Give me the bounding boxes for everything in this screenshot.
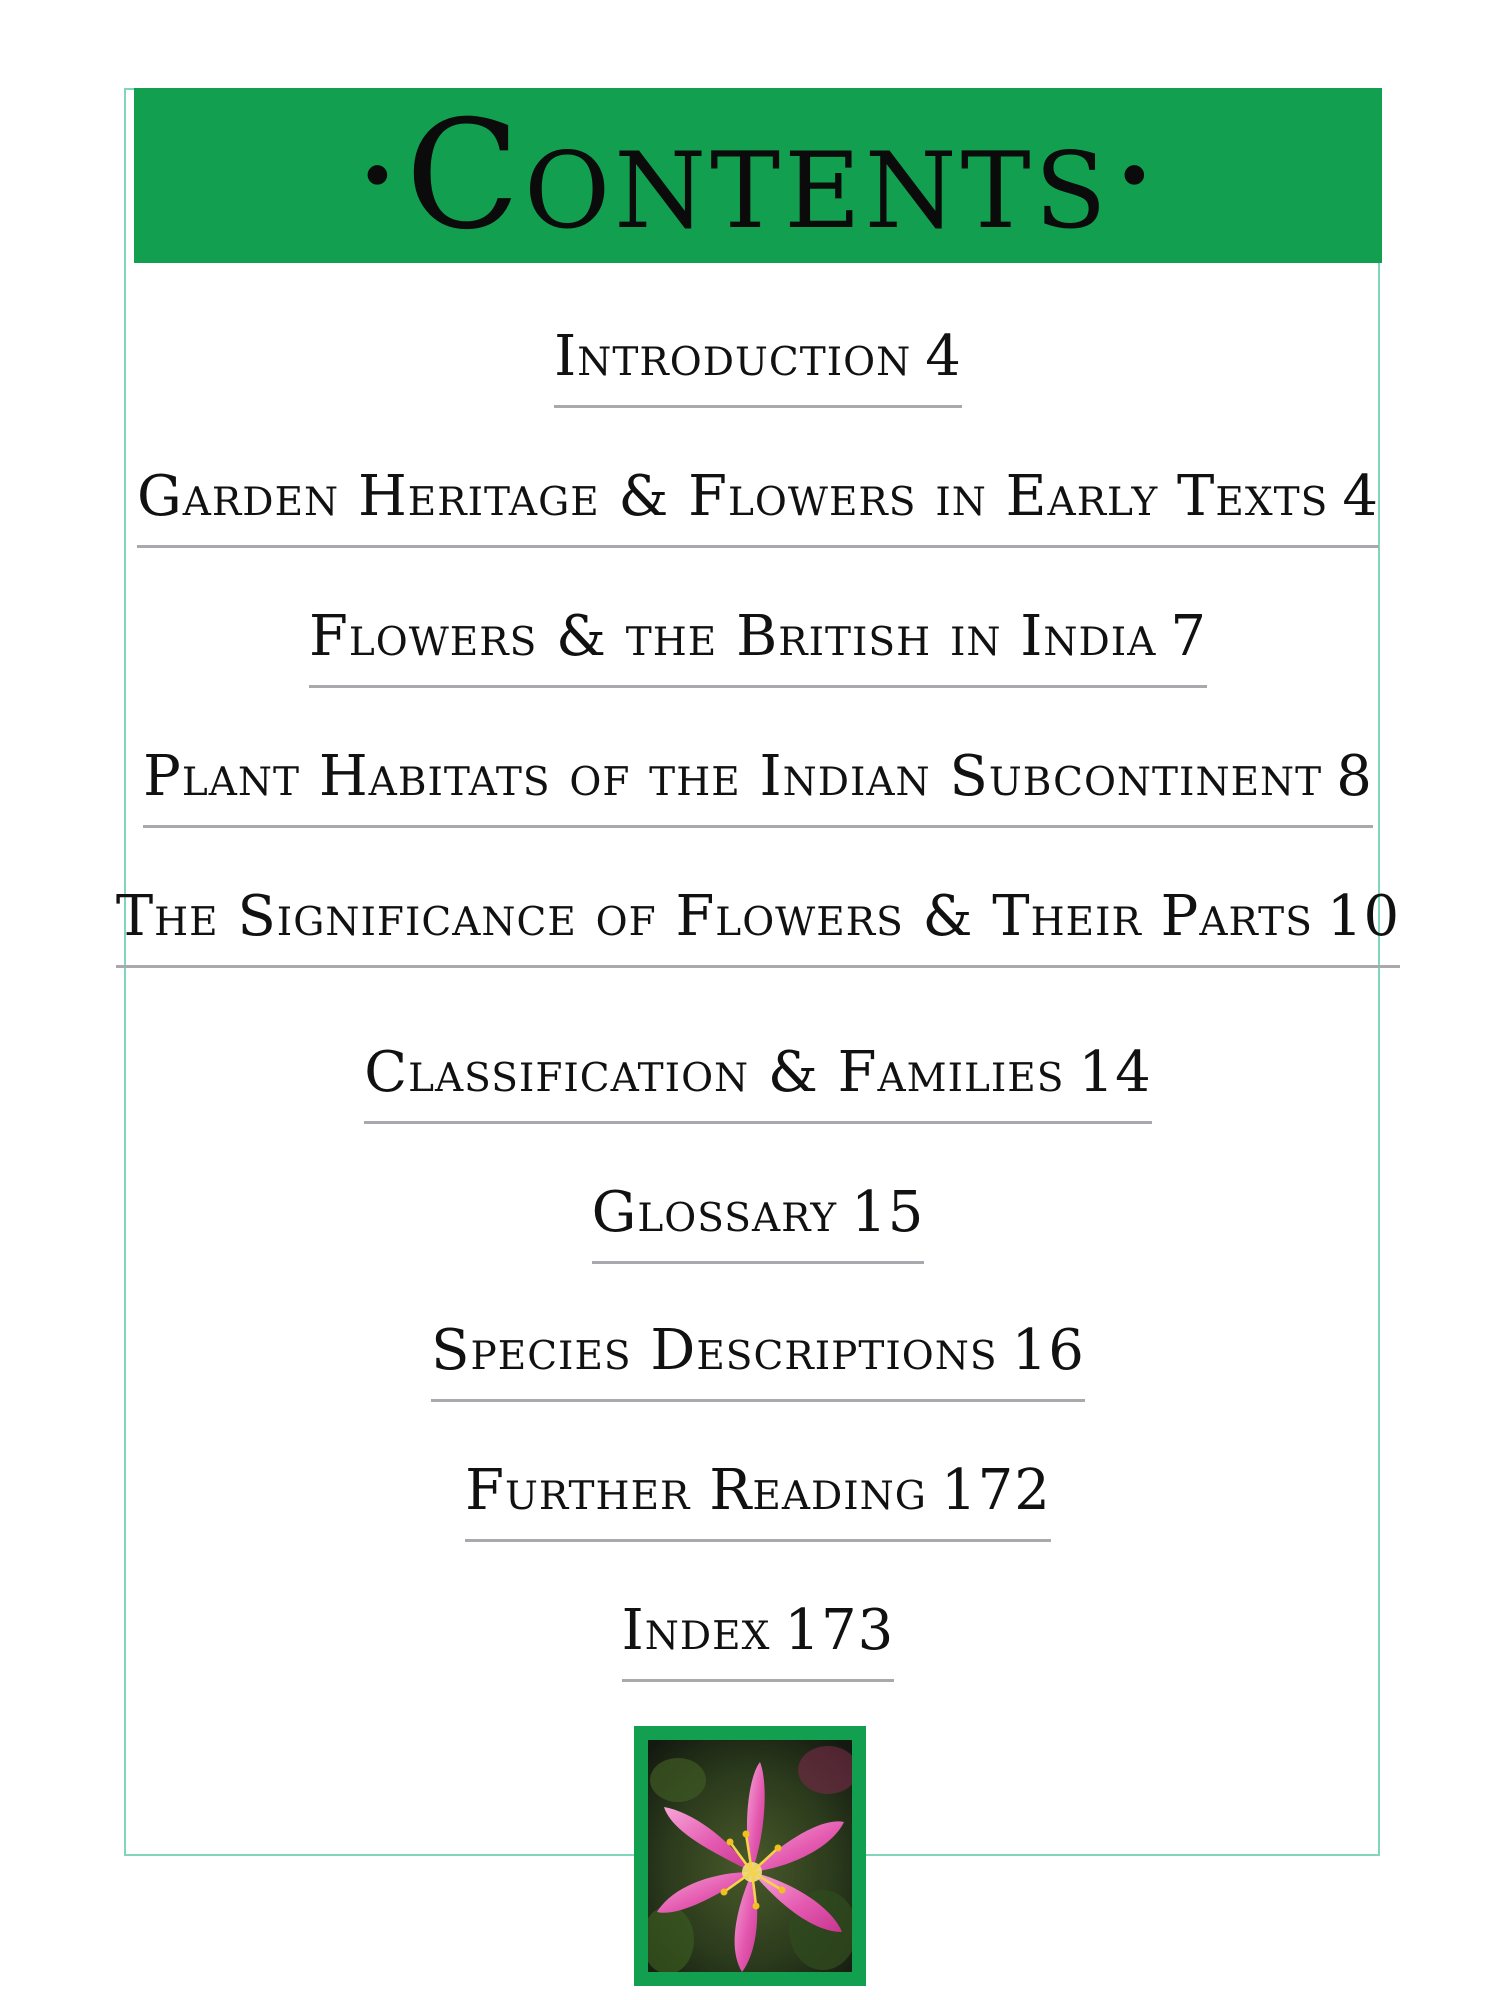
toc-entry-underline — [465, 1458, 1051, 1542]
flower-photo-frame — [634, 1726, 866, 1986]
toc-entry-page-number: 14 — [1078, 1040, 1152, 1105]
toc-entry-page-number: 15 — [851, 1180, 925, 1245]
toc-entry-page-number: 8 — [1336, 744, 1373, 809]
toc-entry-underline — [622, 1598, 895, 1682]
pink-lily-photo — [648, 1740, 852, 1972]
contents-header-band — [134, 88, 1382, 263]
toc-entry-title: Classification & Families — [364, 1040, 1065, 1105]
toc-entry-title: The Significance of Flowers & Their Parts — [115, 884, 1313, 949]
toc-entry-title: Further Reading — [465, 1458, 927, 1523]
toc-entry-title: Species Descriptions — [431, 1318, 998, 1383]
toc-entry-page-number: 172 — [940, 1458, 1051, 1523]
toc-entry-plant-habitats[interactable] — [134, 744, 1382, 828]
toc-entry-title: Flowers & the British in India — [308, 604, 1157, 669]
toc-entry-glossary[interactable] — [134, 1180, 1382, 1264]
toc-entry-introduction[interactable] — [134, 324, 1382, 408]
toc-entry-index[interactable] — [134, 1598, 1382, 1682]
toc-entry-underline — [554, 324, 962, 408]
toc-entry-underline — [143, 744, 1373, 828]
toc-entry-flowers-british[interactable] — [134, 604, 1382, 688]
toc-entry-page-number: 173 — [784, 1598, 895, 1663]
toc-entry-underline — [137, 464, 1379, 548]
page-title: ·Contents· — [353, 88, 1163, 263]
toc-entry-classification[interactable] — [134, 1040, 1382, 1124]
toc-entry-title: Introduction — [554, 324, 912, 389]
toc-entry-underline — [116, 884, 1400, 968]
toc-entry-page-number: 10 — [1326, 884, 1401, 949]
toc-entry-underline — [592, 1180, 925, 1264]
toc-entry-page-number: 4 — [1342, 464, 1379, 529]
toc-entry-underline — [309, 604, 1207, 688]
toc-entry-underline — [364, 1040, 1151, 1124]
toc-entry-underline — [431, 1318, 1085, 1402]
toc-entry-title: Plant Habitats of the Indian Subcontinent — [143, 744, 1323, 809]
toc-entry-garden-heritage[interactable] — [134, 464, 1382, 548]
toc-entry-title: Glossary — [591, 1180, 838, 1245]
toc-entry-title: Index — [621, 1598, 771, 1663]
toc-entry-title: Garden Heritage & Flowers in Early Texts — [137, 464, 1329, 529]
toc-entry-significance[interactable] — [115, 884, 1401, 968]
toc-entry-further-reading[interactable] — [134, 1458, 1382, 1542]
toc-entry-page-number: 16 — [1011, 1318, 1085, 1383]
toc-entry-species-descriptions[interactable] — [134, 1318, 1382, 1402]
pink-lily-illustration — [648, 1740, 852, 1972]
toc-entry-page-number: 7 — [1170, 604, 1208, 669]
toc-entry-page-number: 4 — [925, 324, 962, 389]
